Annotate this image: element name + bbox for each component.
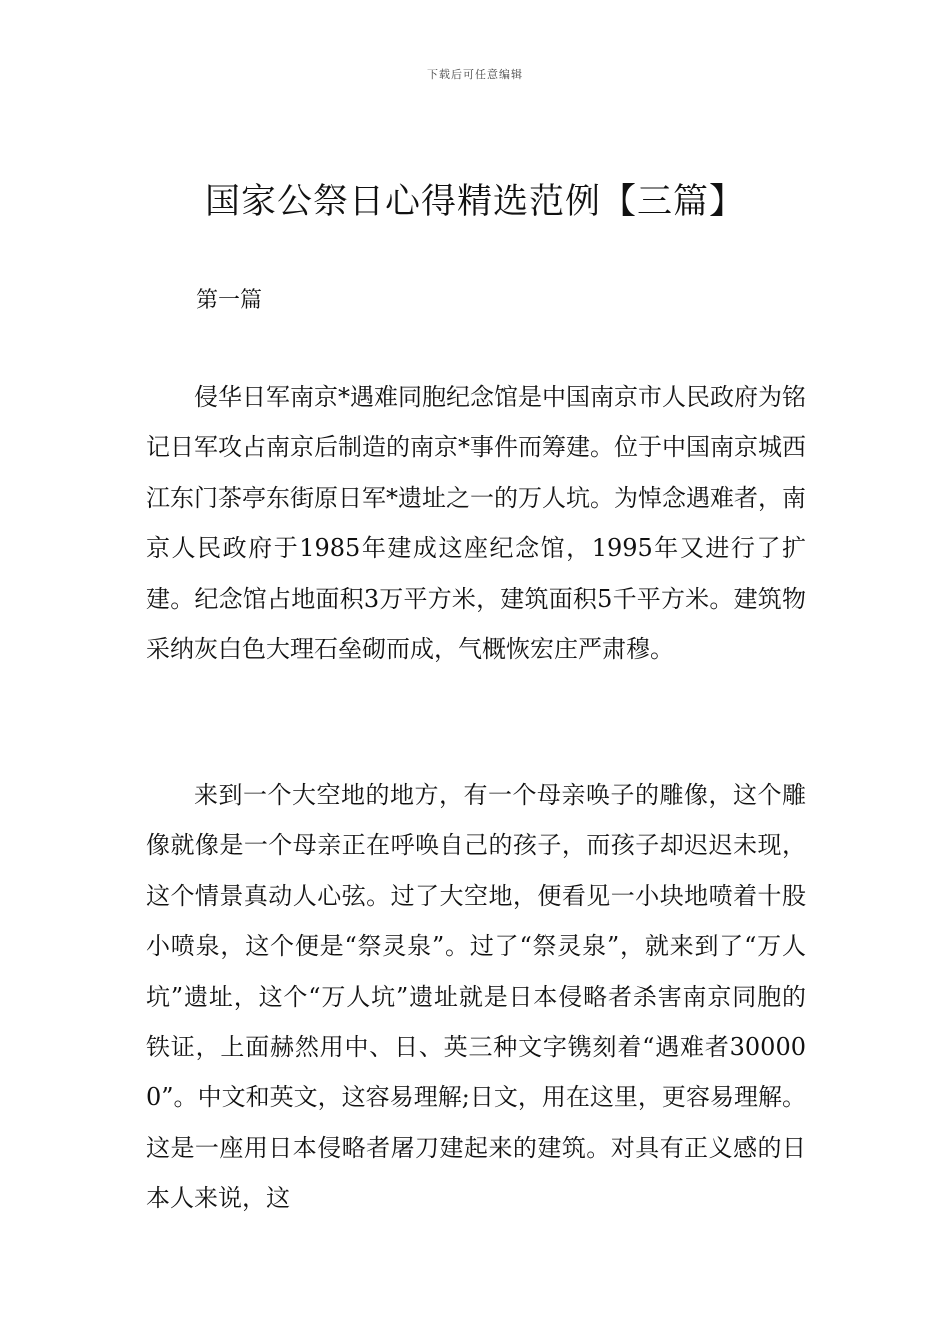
paragraph-2: 来到一个大空地的地方，有一个母亲唤子的雕像，这个雕像就像是一个母亲正在呼唤自己的孩子，而孩子却迟迟未现，这个情景真动人心弦。过了大空地，便看见一小块地喷着十股小喷泉，这个便是“祭灵泉”。过了“祭灵泉”，就来到了“万人坑”遗址，这个“万人坑”遗址就是日本侵略者杀害南京同胞的铁证，上面赫然用中、日、英三种文字镌刻着“遇难者300000”。中文和英文，这容易理解;日文，用在这里，更容易理解。这是一座用日本侵略者屠刀建起来的建筑。对具有正义感的日本人来说，这 [146, 781, 806, 1213]
paragraph-1: 侵华日军南京*遇难同胞纪念馆是中国南京市人民政府为铭记日军攻占南京后制造的南京*事件而筹建。位于中国南京城西江东门茶亭东街原日军*遗址之一的万人坑。为悼念遇难者，南京人民政府于1985年建成这座纪念馆，1995年又进行了扩建。纪念馆占地面积3万平方米，建筑面积5千平方米。建筑物采纳灰白色大理石垒砌而成，气概恢宏庄严肃穆。 [146, 383, 806, 664]
header-note: 下载后可任意编辑 [427, 68, 523, 81]
section-label: 第一篇 [196, 288, 263, 313]
document-title: 国家公祭日心得精选范例【三篇】 [204, 182, 745, 222]
